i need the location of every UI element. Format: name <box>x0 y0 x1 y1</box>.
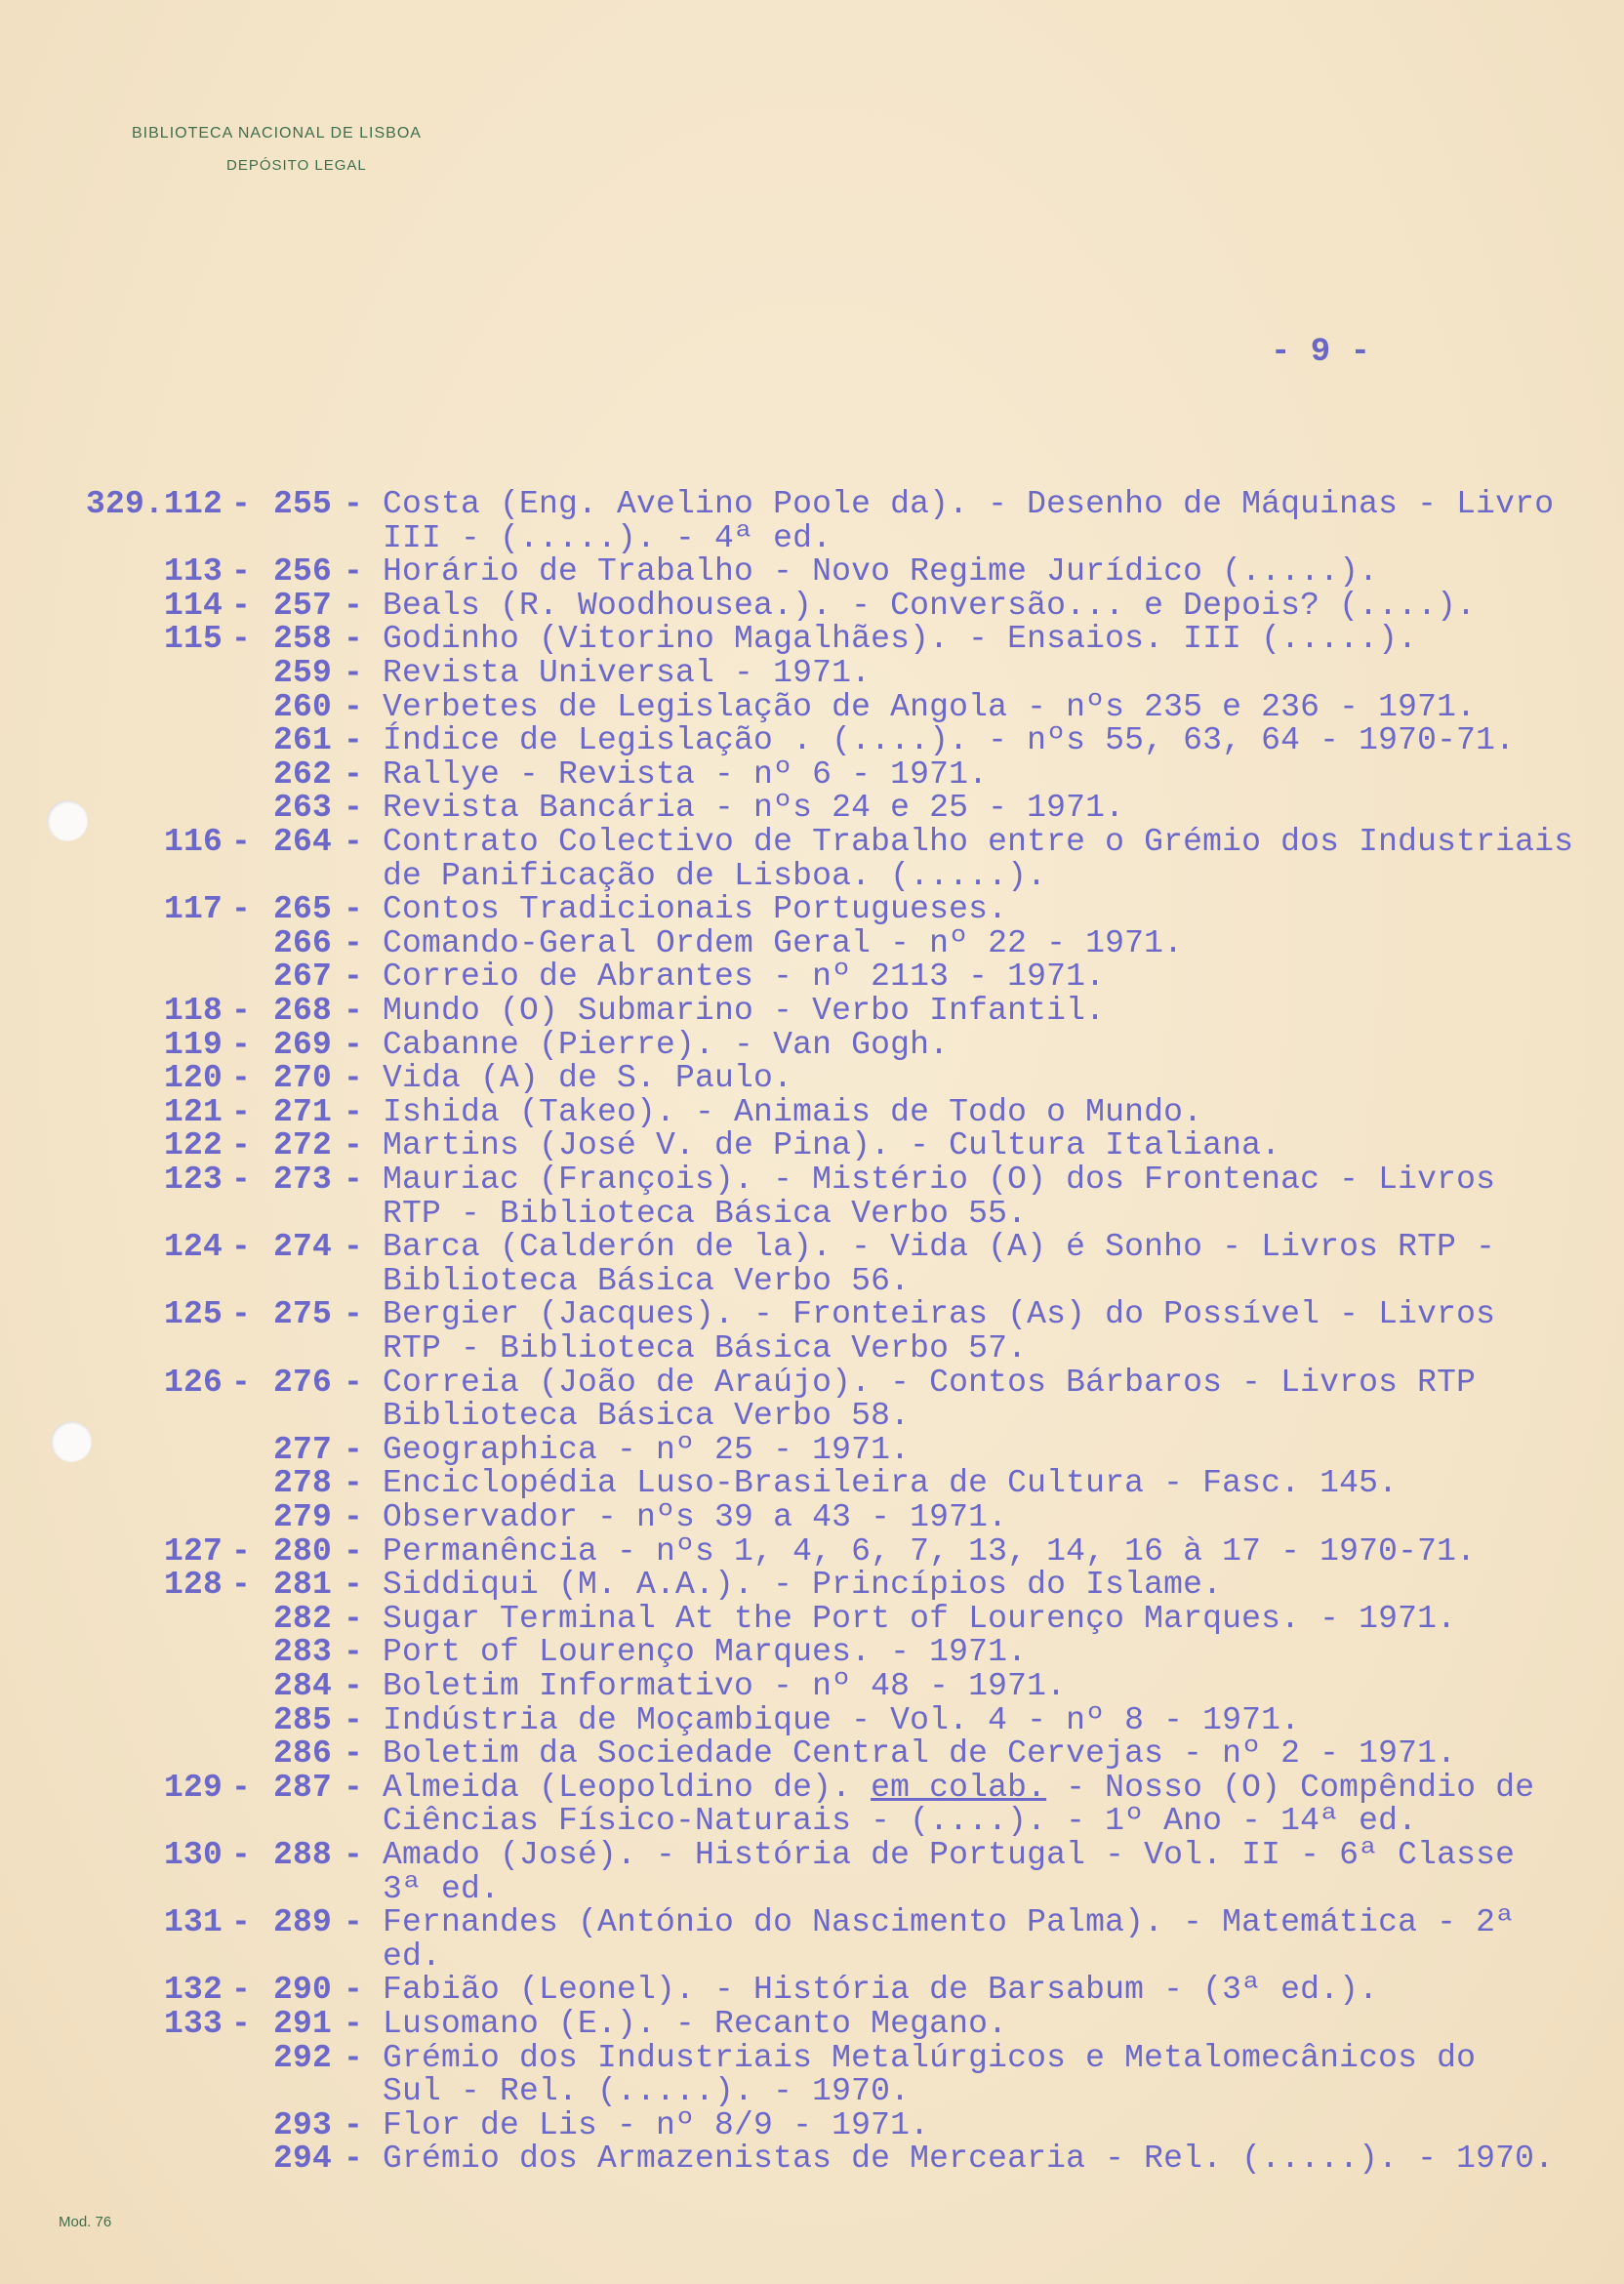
separator-dash: - <box>230 1093 251 1130</box>
entry-title-part: Almeida (Leopoldino de). <box>383 1769 872 1806</box>
entry-number: 288 <box>272 1837 332 1873</box>
entry-title: Costa (Eng. Avelino Poole da). - Desenho de Máquinas - Livro <box>383 486 1555 522</box>
entry-title: Geographica - nº 25 - 1971. <box>383 1431 911 1468</box>
separator-dash: - <box>230 1026 251 1063</box>
separator-dash: - <box>343 1769 363 1806</box>
entry-number: 285 <box>272 1701 332 1738</box>
class-number: 125 <box>163 1296 223 1333</box>
entry-title: Correia (João de Araújo). - Contos Bárbaros - Livros RTP <box>383 1364 1477 1401</box>
separator-dash: - <box>343 958 363 996</box>
entry-number: 267 <box>272 958 332 996</box>
entry-number: 266 <box>272 924 332 961</box>
entry-number: 292 <box>272 2039 332 2076</box>
entry-title: Martins (José V. de Pina). - Cultura Italiana. <box>383 1127 1281 1164</box>
entry-number: 273 <box>272 1162 332 1198</box>
separator-dash: - <box>343 824 363 860</box>
entry-number: 280 <box>272 1532 332 1570</box>
separator-dash: - <box>230 1837 251 1873</box>
separator-dash: - <box>230 1567 251 1604</box>
entry-title: Lusomano (E.). - Recanto Megano. <box>383 2006 1008 2042</box>
class-number: 128 <box>163 1567 223 1604</box>
entry-title: Correio de Abrantes - nº 2113 - 1971. <box>383 958 1106 996</box>
separator-dash: - <box>230 1060 251 1097</box>
class-number: 126 <box>163 1364 223 1401</box>
separator-dash: - <box>343 486 363 522</box>
entry-title: Barca (Calderón de la). - Vida (A) é Sonho - Livros RTP - <box>383 1229 1496 1266</box>
separator-dash: - <box>343 1127 363 1164</box>
separator-dash: - <box>343 1972 363 2009</box>
entry-title: Horário de Trabalho - Novo Regime Jurídico (.....). <box>383 553 1379 591</box>
separator-dash: - <box>343 1532 363 1570</box>
entry-title: Contrato Colectivo de Trabalho entre o Grémio dos Industriais <box>383 824 1574 860</box>
separator-dash: - <box>343 722 363 759</box>
separator-dash: - <box>230 486 251 522</box>
class-number: 127 <box>163 1532 223 1570</box>
class-number: 329.112 <box>85 486 223 522</box>
entry-title: Godinho (Vitorino Magalhães). - Ensaios. III (.....). <box>383 621 1418 658</box>
entry-title: Fabião (Leonel). - História de Barsabum - (3ª ed.). <box>383 1972 1379 2009</box>
entry-number: 259 <box>272 655 332 691</box>
entry-number: 278 <box>272 1465 332 1502</box>
separator-dash: - <box>343 1567 363 1604</box>
entry-title: Enciclopédia Luso-Brasileira de Cultura - Fasc. 145. <box>383 1465 1399 1502</box>
entry-title: Bergier (Jacques). - Fronteiras (As) do Possível - Livros <box>383 1296 1496 1333</box>
entry-number: 263 <box>272 790 332 827</box>
entry-number: 272 <box>272 1127 332 1164</box>
separator-dash: - <box>230 1769 251 1806</box>
entry-number: 268 <box>272 993 332 1029</box>
separator-dash: - <box>230 1229 251 1266</box>
entry-number: 265 <box>272 891 332 928</box>
separator-dash: - <box>343 891 363 928</box>
class-number: 114 <box>163 587 223 624</box>
entry-title: Amado (José). - História de Portugal - Vol. II - 6ª Classe <box>383 1837 1516 1873</box>
separator-dash: - <box>230 1972 251 2009</box>
entry-title: Revista Universal - 1971. <box>383 655 872 691</box>
separator-dash: - <box>230 1904 251 1941</box>
separator-dash: - <box>230 553 251 591</box>
class-number: 131 <box>163 1904 223 1941</box>
separator-dash: - <box>343 655 363 691</box>
class-number: 113 <box>163 553 223 591</box>
separator-dash: - <box>230 621 251 658</box>
separator-dash: - <box>343 2039 363 2076</box>
entry-title: Verbetes de Legislação de Angola - nºs 235 e 236 - 1971. <box>383 688 1477 725</box>
separator-dash: - <box>343 1634 363 1671</box>
entry-number: 287 <box>272 1769 332 1806</box>
separator-dash: - <box>343 755 363 793</box>
entry-number: 257 <box>272 587 332 624</box>
entry-title: Permanência - nºs 1, 4, 6, 7, 13, 14, 16 à 17 - 1970-71. <box>383 1532 1477 1570</box>
class-number: 124 <box>163 1229 223 1266</box>
separator-dash: - <box>343 2141 363 2178</box>
entry-title: Port of Lourenço Marques. - 1971. <box>383 1634 1028 1671</box>
separator-dash: - <box>230 1127 251 1164</box>
separator-dash: - <box>343 1060 363 1097</box>
separator-dash: - <box>343 1093 363 1130</box>
separator-dash: - <box>343 688 363 725</box>
separator-dash: - <box>343 553 363 591</box>
entry-number: 270 <box>272 1060 332 1097</box>
separator-dash: - <box>343 621 363 658</box>
entry-title-continuation: Biblioteca Básica Verbo 58. <box>383 1398 911 1435</box>
class-number: 122 <box>163 1127 223 1164</box>
entry-title: Vida (A) de S. Paulo. <box>383 1060 793 1097</box>
separator-dash: - <box>343 1904 363 1941</box>
separator-dash: - <box>230 1162 251 1198</box>
entry-number: 283 <box>272 1634 332 1671</box>
separator-dash: - <box>343 1600 363 1637</box>
entry-title <box>383 1769 1535 1806</box>
entry-number: 264 <box>272 824 332 860</box>
entry-title: Cabanne (Pierre). - Van Gogh. <box>383 1026 950 1063</box>
entry-number: 256 <box>272 553 332 591</box>
entry-number: 289 <box>272 1904 332 1941</box>
separator-dash: - <box>343 587 363 624</box>
entry-number: 255 <box>272 486 332 522</box>
separator-dash: - <box>343 1837 363 1873</box>
entry-number: 260 <box>272 688 332 725</box>
separator-dash: - <box>343 1431 363 1468</box>
separator-dash: - <box>230 993 251 1029</box>
separator-dash: - <box>343 1668 363 1704</box>
separator-dash: - <box>343 1026 363 1063</box>
separator-dash: - <box>230 824 251 860</box>
entry-title: Rallye - Revista - nº 6 - 1971. <box>383 755 989 793</box>
department-header: DEPÓSITO LEGAL <box>226 157 367 174</box>
entry-title: Sugar Terminal At the Port of Lourenço Marques. - 1971. <box>383 1600 1457 1637</box>
class-number: 121 <box>163 1093 223 1130</box>
form-code: Mod. 76 <box>59 2214 112 2230</box>
entry-number: 258 <box>272 621 332 658</box>
entry-number: 275 <box>272 1296 332 1333</box>
entry-number: 269 <box>272 1026 332 1063</box>
institution-header: BIBLIOTECA NACIONAL DE LISBOA <box>132 125 422 142</box>
separator-dash: - <box>343 2106 363 2143</box>
class-number: 123 <box>163 1162 223 1198</box>
separator-dash: - <box>343 924 363 961</box>
entry-title-continuation: Ciências Físico-Naturais - (....). - 1º Ano - 14ª ed. <box>383 1803 1418 1840</box>
entry-number: 282 <box>272 1600 332 1637</box>
entry-number: 279 <box>272 1499 332 1535</box>
separator-dash: - <box>230 1532 251 1570</box>
entry-title-continuation: Sul - Rel. (.....). - 1970. <box>383 2073 911 2110</box>
entry-number: 286 <box>272 1735 332 1773</box>
entry-title-underlined: em colab. <box>871 1769 1047 1806</box>
entry-title-continuation: III - (.....). - 4ª ed. <box>383 519 832 556</box>
entry-number: 277 <box>272 1431 332 1468</box>
entry-title-continuation: RTP - Biblioteca Básica Verbo 57. <box>383 1330 1028 1366</box>
entry-title-continuation: 3ª ed. <box>383 1870 501 1907</box>
entry-title-continuation: ed. <box>383 1937 442 1975</box>
entry-title: Revista Bancária - nºs 24 e 25 - 1971. <box>383 790 1125 827</box>
entry-title: Beals (R. Woodhousea.). - Conversão... e Depois? (....). <box>383 587 1477 624</box>
separator-dash: - <box>343 2006 363 2042</box>
punch-hole <box>47 800 88 841</box>
separator-dash: - <box>230 1296 251 1333</box>
entry-title: Índice de Legislação . (....). - nºs 55, 63, 64 - 1970-71. <box>383 722 1516 759</box>
entry-title: Boletim da Sociedade Central de Cervejas - nº 2 - 1971. <box>383 1735 1457 1773</box>
class-number: 130 <box>163 1837 223 1873</box>
separator-dash: - <box>343 1162 363 1198</box>
separator-dash: - <box>343 1701 363 1738</box>
entry-title: Indústria de Moçambique - Vol. 4 - nº 8 - 1971. <box>383 1701 1301 1738</box>
class-number: 129 <box>163 1769 223 1806</box>
entry-title: Flor de Lis - nº 8/9 - 1971. <box>383 2106 930 2143</box>
separator-dash: - <box>230 587 251 624</box>
separator-dash: - <box>343 1364 363 1401</box>
separator-dash: - <box>343 1296 363 1333</box>
entry-number: 293 <box>272 2106 332 2143</box>
separator-dash: - <box>343 1499 363 1535</box>
entry-title-continuation: de Panificação de Lisboa. (.....). <box>383 857 1047 894</box>
entry-number: 290 <box>272 1972 332 2009</box>
separator-dash: - <box>230 891 251 928</box>
entry-number: 271 <box>272 1093 332 1130</box>
entry-number: 281 <box>272 1567 332 1604</box>
class-number: 132 <box>163 1972 223 2009</box>
entry-title: Fernandes (António do Nascimento Palma). - Matemática - 2ª <box>383 1904 1516 1941</box>
separator-dash: - <box>230 1364 251 1401</box>
entry-number: 276 <box>272 1364 332 1401</box>
class-number: 116 <box>163 824 223 860</box>
class-number: 118 <box>163 993 223 1029</box>
entry-title: Grémio dos Industriais Metalúrgicos e Metalomecânicos do <box>383 2039 1477 2076</box>
class-number: 133 <box>163 2006 223 2042</box>
class-number: 119 <box>163 1026 223 1063</box>
entry-title: Contos Tradicionais Portugueses. <box>383 891 1008 928</box>
entry-title: Comando-Geral Ordem Geral - nº 22 - 1971. <box>383 924 1184 961</box>
entry-number: 291 <box>272 2006 332 2042</box>
separator-dash: - <box>343 1735 363 1773</box>
entry-title: Boletim Informativo - nº 48 - 1971. <box>383 1668 1067 1704</box>
entry-number: 274 <box>272 1229 332 1266</box>
entry-title: Siddiqui (M. A.A.). - Princípios do Islame. <box>383 1567 1223 1604</box>
entry-title: Mundo (O) Submarino - Verbo Infantil. <box>383 993 1106 1029</box>
page-number: - 9 - <box>1271 334 1371 371</box>
entry-title: Ishida (Takeo). - Animais de Todo o Mundo. <box>383 1093 1203 1130</box>
entry-number: 262 <box>272 755 332 793</box>
entry-title: Mauriac (François). - Mistério (O) dos Frontenac - Livros <box>383 1162 1496 1198</box>
separator-dash: - <box>343 993 363 1029</box>
class-number: 117 <box>163 891 223 928</box>
class-number: 120 <box>163 1060 223 1097</box>
class-number: 115 <box>163 621 223 658</box>
entry-title-part: - Nosso (O) Compêndio de <box>1046 1769 1535 1806</box>
entry-title: Observador - nºs 39 a 43 - 1971. <box>383 1499 1008 1535</box>
separator-dash: - <box>343 1229 363 1266</box>
entry-number: 294 <box>272 2141 332 2178</box>
entry-title-continuation: RTP - Biblioteca Básica Verbo 55. <box>383 1195 1028 1232</box>
punch-hole <box>51 1421 92 1462</box>
entry-title-continuation: Biblioteca Básica Verbo 56. <box>383 1262 911 1299</box>
entry-number: 284 <box>272 1668 332 1704</box>
entry-number: 261 <box>272 722 332 759</box>
separator-dash: - <box>343 790 363 827</box>
separator-dash: - <box>230 2006 251 2042</box>
entry-title: Grémio dos Armazenistas de Mercearia - Rel. (.....). - 1970. <box>383 2141 1555 2178</box>
separator-dash: - <box>343 1465 363 1502</box>
